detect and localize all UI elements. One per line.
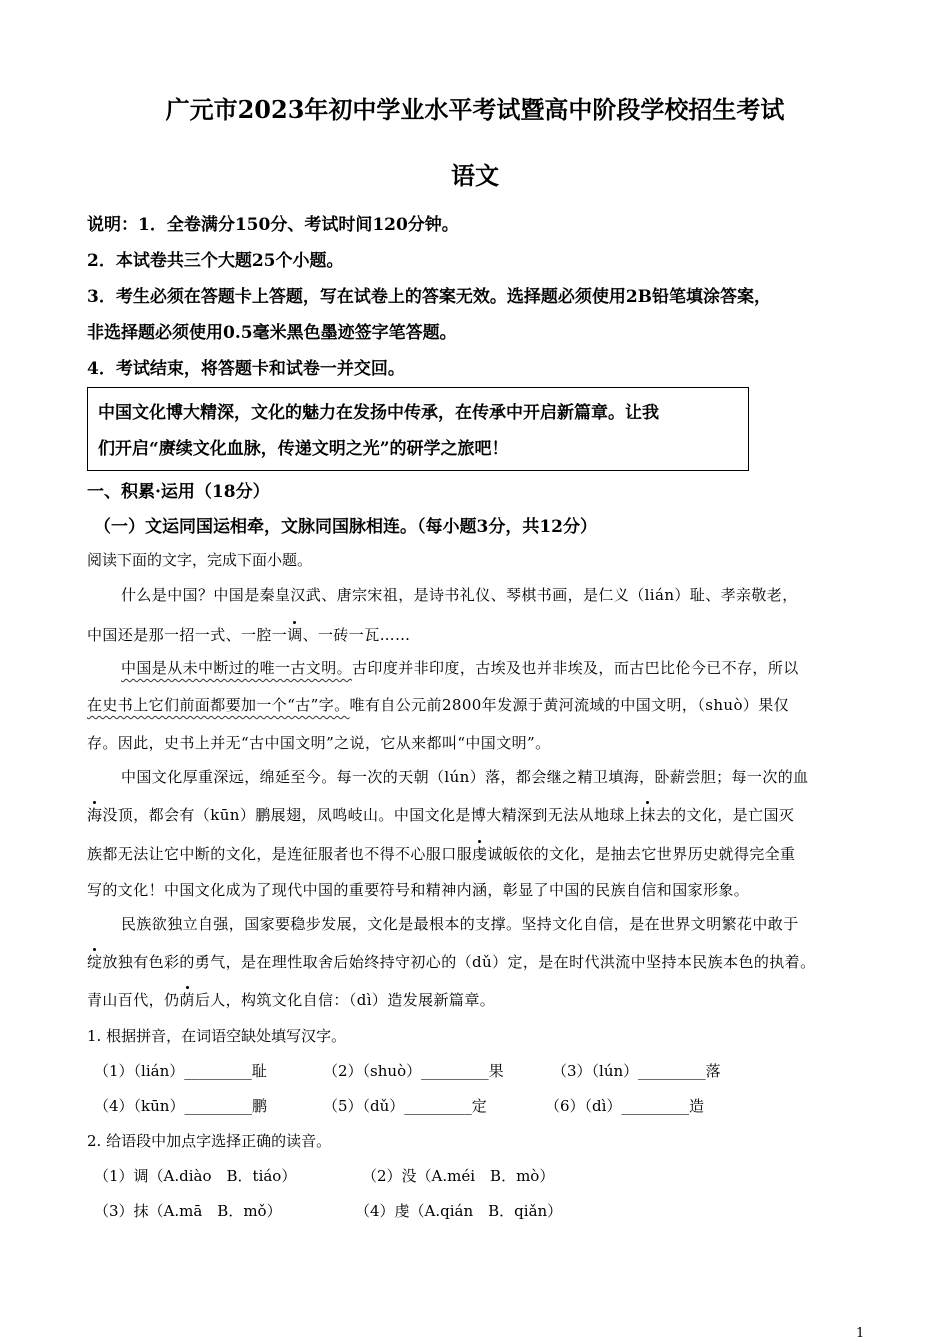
instruction-2: 2．本试卷共三个大题25个小题。 [87,251,344,271]
dotted-char: 海 [87,806,103,824]
text-run: 后人，构筑文化自信：（dì）造发展新篇章。 [194,991,496,1009]
instruction-4: 4．考试结束，将答题卡和试卷一并交回。 [87,359,405,379]
passage-p4-line1: 民族欲独立自强，国家要稳步发展，文化是最根本的支撑。坚持文化自信，是在世界文明繁花中敢于 [121,915,799,933]
instruction-1: 说明：1．全卷满分150分、考试时间120分钟。 [87,215,459,235]
exam-title: 广元市2023年初中学业水平考试暨高中阶段学校招生考试 [165,95,785,124]
passage-p3-line2 [87,804,794,825]
q1-item: （5）（dǔ）_________定 [323,1097,487,1115]
passage-p4-line2 [87,951,815,972]
passage-p4-line3 [87,989,495,1010]
q2-item: （3）抹（A.mā B．mǒ） [94,1202,282,1220]
instruction-3: 3．考生必须在答题卡上答题，写在试卷上的答案无效。选择题必须使用2B铅笔填涂答案， [87,287,772,307]
dotted-char: 虔 [472,845,488,863]
passage-p3-line4: 写的文化！中国文化成为了现代中国的重要符号和精神内涵，彰显了中国的民族自信和国家形象。 [87,881,750,899]
page-number: 1 [856,1326,865,1341]
q2-item: （2）没（A.méi B．mò） [362,1167,555,1185]
text-run: 没顶，都会有（kūn）鹏展翅，凤鸣岐山。中国文化是博大精深到无法从地球上 [102,806,641,824]
passage-p1-line2 [87,624,410,645]
dotted-char: 荫 [179,991,195,1009]
section-heading: 一、积累·运用（18分） [87,482,270,502]
wavy-underlined-text: 中国是从未中断过的唯一古文明。 [121,659,353,677]
reading-instruction: 阅读下面的文字，完成下面小题。 [87,551,313,569]
instruction-3-cont: 非选择题必须使用0.5毫米黑色墨迹签字笔答题。 [87,323,457,343]
text-run: 族都无法让它中断的文化，是连征服者也不得不心服口服 [87,845,473,863]
q1-item: （6）（dì）_________造 [545,1097,704,1115]
passage-p1-line1: 什么是中国？中国是秦皇汉武、唐宗宋祖，是诗书礼仪、琴棋书画，是仁义（lián）耻、孝亲敬老， [121,586,798,604]
text-run: 、一砖一瓦…… [302,626,411,644]
q1-item: （2）（shuò）_________果 [323,1062,504,1080]
q1-item: （3）（lún）_________落 [552,1062,721,1080]
question-1-prompt: 1. 根据拼音，在词语空缺处填写汉字。 [87,1027,347,1045]
intro-line-2: 们开启“赓续文化血脉，传递文明之光”的研学之旅吧！ [98,439,509,459]
subject-title: 语文 [451,161,499,190]
q1-item: （4）（kūn）_________鹏 [94,1097,267,1115]
passage-p3-line3 [87,843,795,864]
text-run: 青山百代，仍 [87,991,180,1009]
q2-item: （1）调（A.diào B．tiáo） [94,1167,297,1185]
text-run: 中国还是那一招一式、一腔一 [87,626,288,644]
text-run: 唯有自公元前2800年发源于黄河流域的中国文明，（shuò）果仅 [349,696,790,714]
subsection-heading: （一）文运同国运相牵，文脉同国脉相连。（每小题3分，共12分） [94,517,597,537]
question-2-prompt: 2. 给语段中加点字选择正确的读音。 [87,1132,332,1150]
intro-box [87,387,749,471]
wavy-underlined-text: 在史书上它们前面都要加一个“古”字。 [87,696,350,714]
intro-line-1: 中国文化博大精深，文化的魅力在发扬中传承，在传承中开启新篇章。让我 [98,403,659,423]
dotted-char: 调 [287,626,303,644]
text-run: 放独有色彩的勇气，是在理性取舍后始终持守初心的（dǔ）定，是在时代洪流中坚持本民族本色的执着。 [102,953,816,971]
passage-p2-line1 [121,657,799,678]
q1-item: （1）（lián）_________耻 [94,1062,267,1080]
dotted-char: 抹 [640,806,656,824]
text-run: 去的文化，是亡国灭 [655,806,795,824]
passage-p2-line3: 存。因此，史书上并无“古中国文明”之说，它从来都叫“中国文明”。 [87,734,551,752]
text-run: 古印度并非印度，古埃及也并非埃及，而古巴比伦今已不存，所以 [352,659,799,677]
passage-p2-line2 [87,694,789,715]
q2-item: （4）虔（A.qián B．qiǎn） [355,1202,563,1220]
dotted-char: 绽 [87,953,103,971]
text-run: 诚皈依的文化，是抽去它世界历史就得完全重 [487,845,796,863]
passage-p3-line1: 中国文化厚重深远，绵延至今。每一次的天朝（lún）落，都会继之精卫填海，卧薪尝胆；每一次的血 [121,768,809,786]
